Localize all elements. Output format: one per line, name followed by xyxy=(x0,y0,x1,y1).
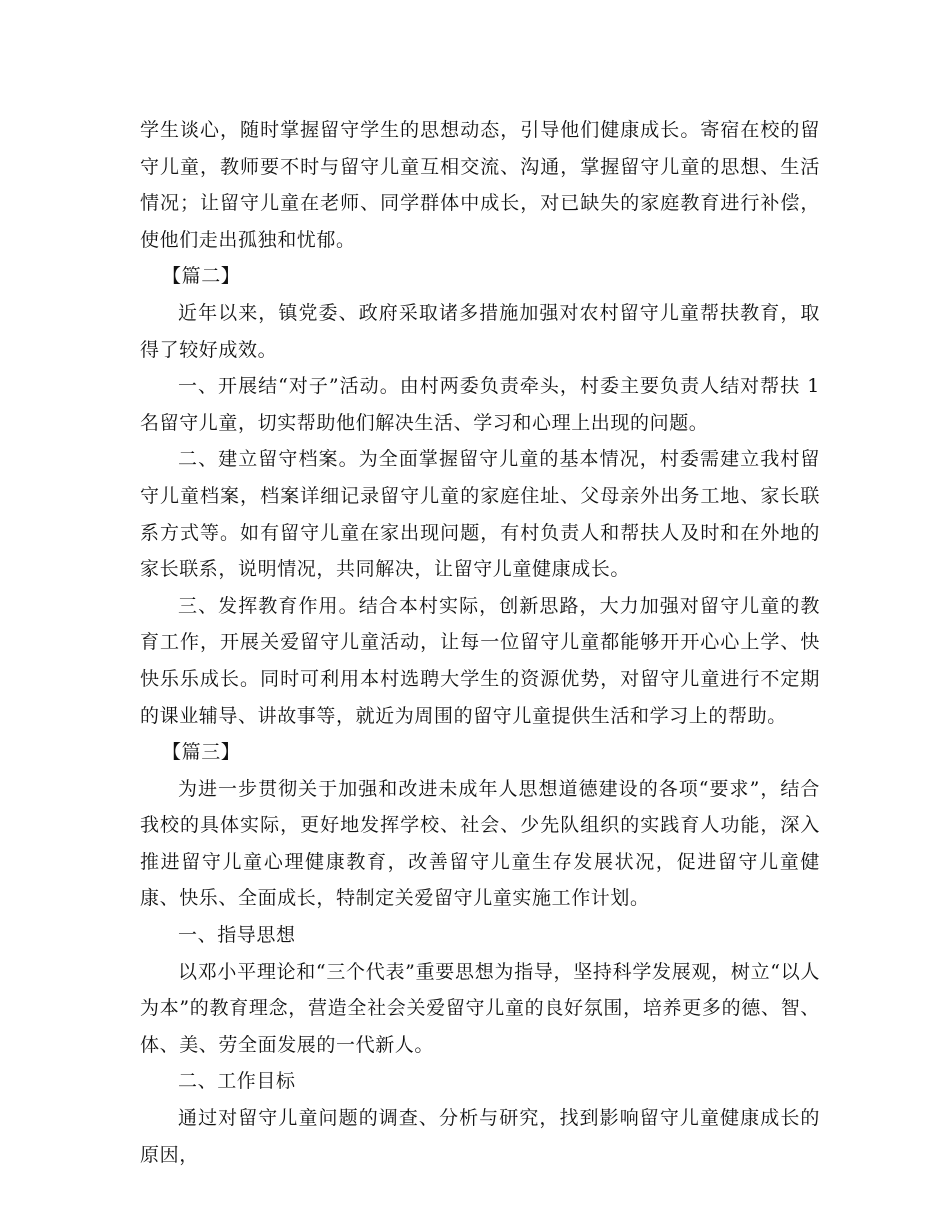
paragraph-item-one: 一、开展结“对子”活动。由村两委负责牵头，村委主要负责人结对帮扶 1 名留守儿童，切实帮助他们解决生活、学习和心理上出现的问题。 xyxy=(140,375,820,434)
section-heading-part-two: 【篇二】 xyxy=(162,265,241,288)
paragraph-item-three: 三、发挥教育作用。结合本村实际，创新思路，大力加强对留守儿童的教育工作，开展关爱留守儿童活动，让每一位留守儿童都能够开开心心上学、快快乐乐成长。同时可利用本村选聘大学生的资源优势，对留守儿童进行不定期的课业辅导、讲故事等，就近为周围的留守儿童提供生活和学习上的帮助。 xyxy=(140,594,820,727)
paragraph-intro: 近年以来，镇党委、政府采取诸多措施加强对农村留守儿童帮扶教育，取得了较好成效。 xyxy=(140,301,820,361)
document-body xyxy=(140,112,820,1173)
subheading-guiding-thought: 一、指导思想 xyxy=(178,924,296,947)
paragraph-continuation: 学生谈心，随时掌握留守学生的思想动态，引导他们健康成长。寄宿在校的留守儿童，教师要不时与留守儿童互相交流、沟通，掌握留守儿童的思想、生活情况；让留守儿童在老师、同学群体中成长，对已缺失的家庭教育进行补偿，使他们走出孤独和忧郁。 xyxy=(140,119,820,251)
section-heading-part-three: 【篇三】 xyxy=(162,741,241,764)
subheading-work-goals: 二、工作目标 xyxy=(178,1070,296,1093)
paragraph-guiding-thought: 以邓小平理论和“三个代表”重要思想为指导，坚持科学发展观，树立“以人为本”的教育理念，营造全社会关爱留守儿童的良好氛围，培养更多的德、智、体、美、劳全面发展的一代新人。 xyxy=(140,960,820,1056)
paragraph-work-goals: 通过对留守儿童问题的调查、分析与研究，找到影响留守儿童健康成长的原因， xyxy=(140,1107,820,1166)
paragraph-item-two: 二、建立留守档案。为全面掌握留守儿童的基本情况，村委需建立我村留守儿童档案，档案详细记录留守儿童的家庭住址、父母亲外出务工地、家长联系方式等。如有留守儿童在家出现问题，有村负责人和帮扶人及时和在外地的家长联系，说明情况，共同解决，让留守儿童健康成长。 xyxy=(140,448,820,581)
paragraph-plan-intro: 为进一步贯彻关于加强和改进未成年人思想道德建设的各项“要求”，结合我校的具体实际，更好地发挥学校、社会、少先队组织的实践育人功能，深入推进留守儿童心理健康教育，改善留守儿童生存发展状况，促进留守儿童健康、快乐、全面成长，特制定关爱留守儿童实施工作计划。 xyxy=(140,777,820,910)
